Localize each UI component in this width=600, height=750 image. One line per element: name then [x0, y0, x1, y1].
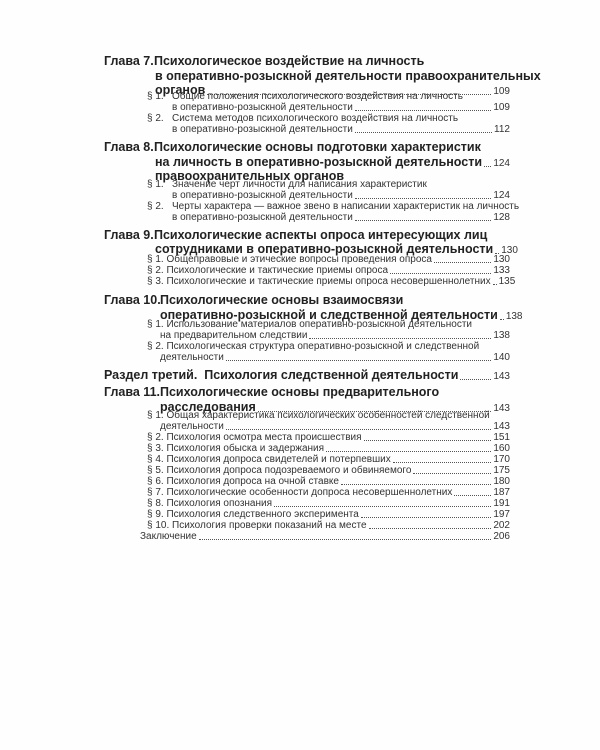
chapter-7-page: 109 — [493, 85, 510, 97]
chapter-9-page: 130 — [501, 244, 518, 256]
chapter-9-title-line2: сотрудниками в оперативно-розыскной деятельности 130 — [155, 242, 518, 256]
chapter-10-section-1-line2: на предварительном следствии 138 — [160, 330, 510, 341]
chapter-11-title: Психологические основы предварительного — [160, 385, 440, 399]
chapter-10-section-2-line1: § 2. Психологическая структура оперативно-розыскной и следственной — [147, 341, 480, 352]
chapter-8-section-2-line1: § 2. Черты характера — важное звено в написании характеристик на личность — [147, 201, 520, 212]
chapter-8-section-2-line2: в оперативно-розыскной деятельности 128 — [172, 212, 510, 223]
chapter-7-section-2-line2: в оперативно-розыскной деятельности 112 — [172, 124, 510, 135]
list-item: § 10. Психология проверки показаний на месте 202 — [147, 520, 510, 531]
chapter-11-title-line2: расследования 143 — [160, 400, 510, 414]
chapter-8-title-line2: на личность в оперативно-розыскной деятельности 124 — [155, 155, 510, 169]
chapter-8-title-line1 — [104, 141, 481, 154]
chapter-7-title-line2: в оперативно-розыскной деятельности правоохранительных — [155, 69, 541, 83]
chapter-9-section-1: § 1. Общеправовые и этические вопросы проведения опроса 130 — [147, 254, 510, 265]
chapter-9-prefix: Глава 9. — [104, 228, 154, 242]
list-item: § 5. Психология допроса подозреваемого и обвиняемого 175 — [147, 465, 510, 476]
list-item: § 6. Психология допроса на очной ставке 180 — [147, 476, 510, 487]
conclusion-page: 206 — [493, 531, 510, 542]
chapter-10-page: 138 — [505, 310, 523, 322]
chapter-9-section-2: § 2. Психологические и тактические приемы опроса 133 — [147, 265, 510, 276]
chapter-8-prefix: Глава 8. — [104, 140, 154, 154]
part-3-page: 143 — [493, 370, 510, 382]
chapter-8-title-line3: правоохранительных органов — [155, 169, 345, 183]
chapter-7-section-1-line1: § 1. Общие положения психологического воздействия на личность — [147, 91, 463, 102]
list-item: § 2. Психология осмотра места происшествия 151 — [147, 432, 510, 443]
part-3-heading: Раздел третий. Психология следственной деятельности 143 — [104, 368, 510, 382]
chapter-11-page: 143 — [493, 402, 510, 414]
chapter-9-section-3: § 3. Психологические и тактические приемы опроса несовершеннолетних 135 — [147, 276, 516, 287]
chapter-7-prefix: Глава 7. — [104, 54, 154, 68]
chapter-9-title: Психологические аспекты опроса интересующих лиц — [154, 228, 488, 242]
chapter-8-page: 124 — [493, 157, 510, 169]
chapter-9-title-line1 — [104, 229, 487, 242]
list-item: § 7. Психологические особенности допроса несовершеннолетних 187 — [147, 487, 510, 498]
chapter-11-title-line1 — [104, 386, 439, 399]
list-item: § 8. Психология опознания 191 — [147, 498, 510, 509]
chapter-8-title: Психологические основы подготовки характеристик — [154, 140, 481, 154]
chapter-10-title-line2: оперативно-розыскной и следственной деятельности 138 — [160, 308, 523, 322]
list-item: § 3. Психология обыска и задержания 160 — [147, 443, 510, 454]
chapter-11-prefix: Глава 11. — [104, 385, 160, 399]
chapter-8-section-1-line1: § 1. Значение черт личности для написания характеристик — [147, 179, 427, 190]
list-item: § 4. Психология допроса свидетелей и потерпевших 170 — [147, 454, 510, 465]
list-item: § 9. Психология следственного эксперимента 197 — [147, 509, 510, 520]
chapter-10-title: Психологические основы взаимосвязи — [160, 293, 404, 307]
chapter-10-title-line1 — [104, 294, 403, 307]
conclusion-entry: Заключение 206 — [140, 531, 510, 542]
chapter-8-section-1-line2: в оперативно-розыскной деятельности 124 — [172, 190, 510, 201]
chapter-7-section-2-line1: § 2. Система методов психологического воздействия на личность — [147, 113, 459, 124]
chapter-7-title-line1 — [104, 55, 424, 68]
chapter-7-section-1-line2: в оперативно-розыскной деятельности 109 — [172, 102, 510, 113]
chapter-10-section-1-line1: § 1. Использование материалов оперативно-розыскной деятельности — [147, 319, 472, 330]
chapter-11-section-1-line1: § 1. Общая характеристика психологических особенностей следственной — [147, 410, 490, 421]
chapter-10-prefix: Глава 10. — [104, 293, 161, 307]
chapter-10-section-2-line2: деятельности 140 — [160, 352, 510, 363]
chapter-7-title-line3: органов 109 — [155, 83, 510, 97]
chapter-7-title: Психологическое воздействие на личность — [154, 54, 425, 68]
chapter-11-section-1-line2: деятельности 143 — [160, 421, 510, 432]
